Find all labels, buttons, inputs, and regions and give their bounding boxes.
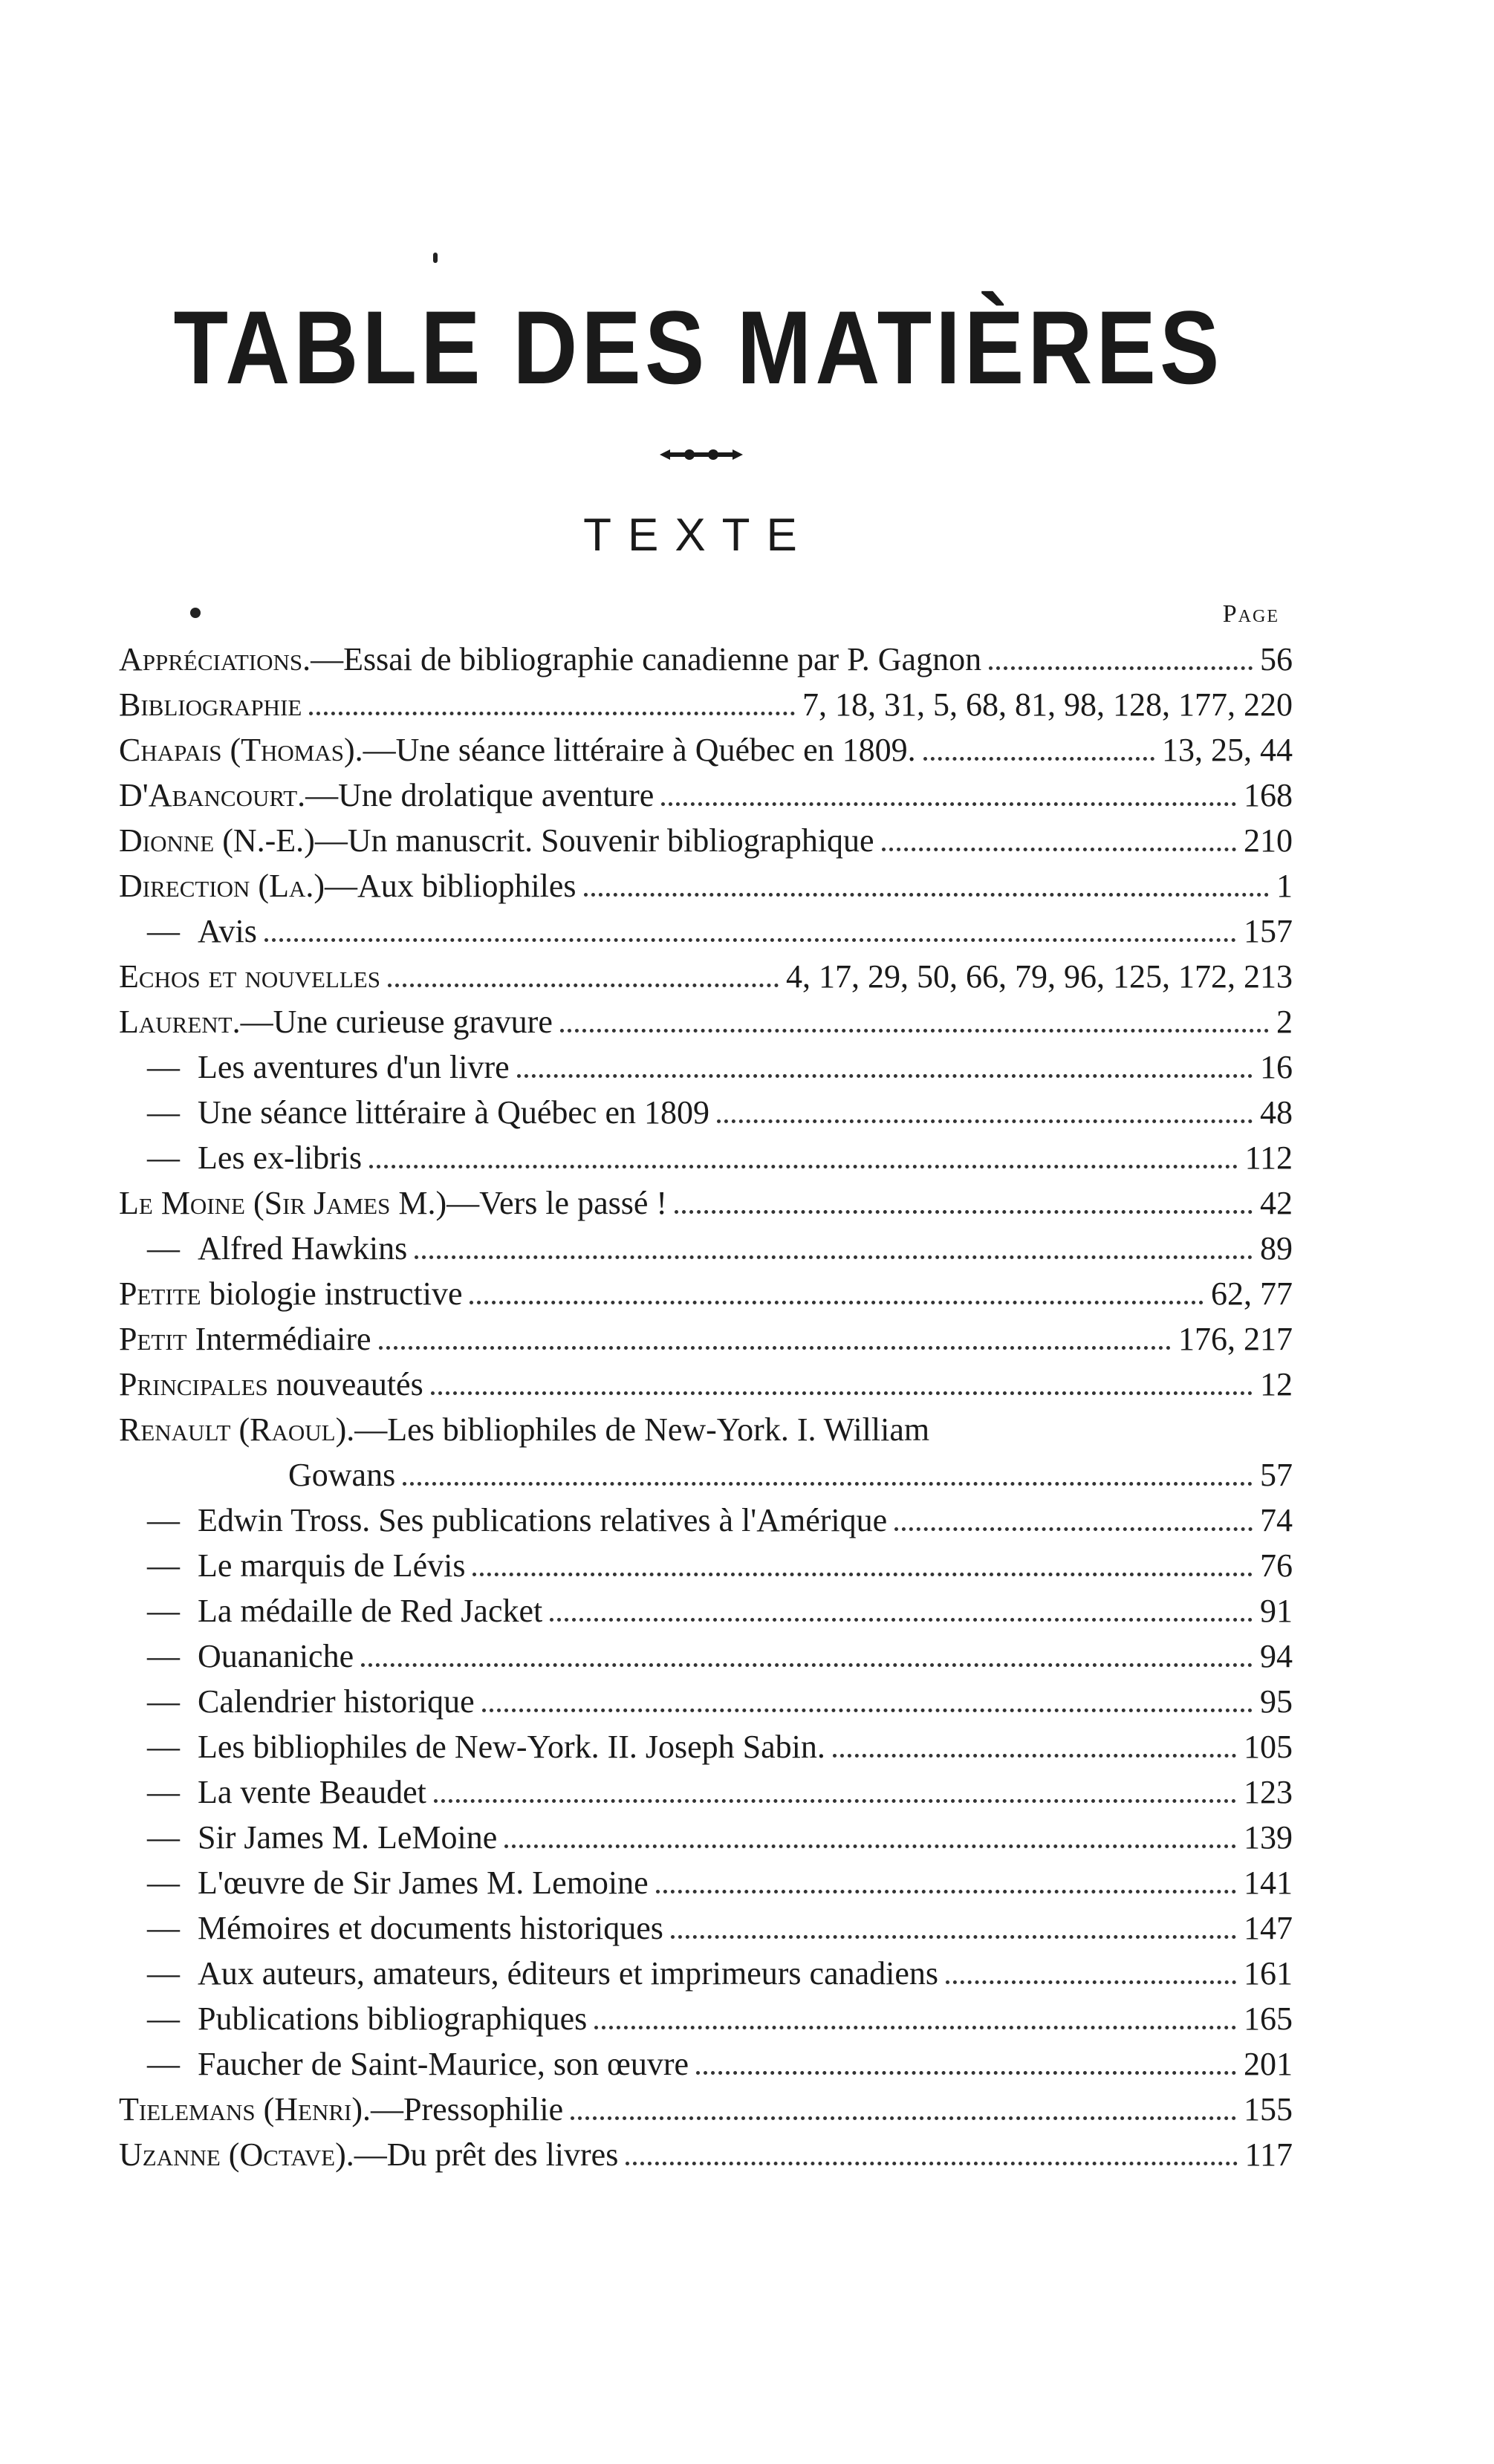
entry-heading: Uzanne (Octave) bbox=[119, 2136, 346, 2173]
entry-dash: — bbox=[147, 2046, 180, 2082]
entry-label bbox=[119, 1728, 825, 1766]
entry-title: Publications bibliographiques bbox=[198, 2000, 588, 2037]
entry-page-numbers: 16 bbox=[1260, 1049, 1293, 1085]
entry-page-numbers: 42 bbox=[1260, 1185, 1293, 1221]
dot-leader bbox=[594, 2026, 1236, 2029]
entry-page-numbers: 141 bbox=[1244, 1865, 1293, 1901]
entry-heading: Dionne (N.-E.) bbox=[119, 822, 315, 859]
dot-leader bbox=[833, 1754, 1236, 1758]
toc-entry bbox=[119, 1411, 1293, 1456]
entry-dash: — bbox=[147, 1910, 180, 1946]
ink-mark bbox=[433, 253, 438, 263]
entry-label bbox=[119, 1320, 371, 1358]
entry-page-numbers: 7, 18, 31, 5, 68, 81, 98, 128, 177, 220 bbox=[802, 686, 1293, 723]
dot-leader bbox=[696, 2071, 1236, 2075]
entry-heading: Principales bbox=[119, 1366, 268, 1402]
dot-leader bbox=[894, 1527, 1253, 1531]
toc-entry bbox=[119, 1547, 1293, 1592]
entry-label bbox=[119, 867, 577, 905]
dot-leader bbox=[403, 1482, 1253, 1486]
entry-label bbox=[119, 1547, 465, 1584]
entry-page-numbers: 161 bbox=[1244, 1955, 1293, 1992]
ornament-divider bbox=[657, 447, 746, 462]
entry-heading: Echos et nouvelles bbox=[119, 958, 380, 995]
toc-entry bbox=[119, 1093, 1293, 1139]
entry-title: .—Une séance littéraire à Québec en 1809. bbox=[354, 732, 916, 768]
toc-entry bbox=[119, 912, 1293, 958]
dot-leader bbox=[379, 1346, 1171, 1350]
entry-dash: — bbox=[147, 1774, 180, 1810]
entry-dash: — bbox=[147, 1230, 180, 1267]
dot-leader bbox=[431, 1391, 1253, 1395]
entry-title: Faucher de Saint-Maurice, son œuvre bbox=[198, 2046, 689, 2082]
entry-title: —Vers le passé ! bbox=[446, 1185, 668, 1221]
bullet-mark bbox=[190, 608, 201, 618]
entry-title: .—Essai de bibliographie canadienne par P. Gagnon bbox=[302, 641, 982, 677]
entry-page-numbers: 13, 25, 44 bbox=[1162, 732, 1293, 768]
entry-title: La médaille de Red Jacket bbox=[198, 1593, 543, 1629]
entry-label bbox=[119, 1864, 649, 1902]
entry-title: L'œuvre de Sir James M. Lemoine bbox=[198, 1865, 649, 1901]
entry-page-numbers: 112 bbox=[1244, 1140, 1293, 1176]
entry-dash: — bbox=[147, 1593, 180, 1629]
table-of-contents bbox=[119, 640, 1293, 2181]
toc-entry bbox=[119, 1365, 1293, 1411]
toc-entry bbox=[119, 1501, 1293, 1547]
toc-entry bbox=[119, 1818, 1293, 1864]
entry-page-numbers: 157 bbox=[1244, 913, 1293, 949]
entry-label bbox=[119, 1365, 423, 1403]
dot-leader bbox=[264, 938, 1236, 942]
entry-page-numbers: 76 bbox=[1260, 1547, 1293, 1584]
entry-label bbox=[119, 731, 916, 769]
entry-dash: — bbox=[147, 2000, 180, 2037]
dot-leader bbox=[656, 1890, 1236, 1893]
toc-entry bbox=[119, 776, 1293, 822]
toc-entry bbox=[119, 1184, 1293, 1229]
dot-leader bbox=[946, 1980, 1236, 1984]
dot-leader bbox=[560, 1029, 1269, 1033]
dot-leader bbox=[671, 1935, 1236, 1939]
entry-label bbox=[119, 1909, 663, 1947]
entry-page-numbers: 94 bbox=[1260, 1638, 1293, 1674]
entry-dash: — bbox=[147, 1094, 180, 1131]
toc-entry bbox=[119, 1637, 1293, 1683]
entry-page-numbers: 1 bbox=[1276, 868, 1293, 904]
entry-dash: — bbox=[147, 1729, 180, 1765]
dot-leader bbox=[571, 2116, 1236, 2120]
toc-entry bbox=[119, 1773, 1293, 1818]
entry-label bbox=[119, 2090, 563, 2128]
entry-title: Gowans bbox=[288, 1457, 396, 1493]
toc-entry bbox=[119, 640, 1293, 686]
entry-heading: Petite bbox=[119, 1275, 201, 1312]
dot-leader bbox=[989, 666, 1253, 670]
entry-heading: Chapais (Thomas) bbox=[119, 732, 355, 768]
entry-title: Les ex-libris bbox=[198, 1140, 363, 1176]
dot-leader bbox=[882, 848, 1236, 851]
dot-leader bbox=[584, 893, 1269, 897]
entry-label bbox=[119, 1229, 407, 1267]
dot-leader bbox=[470, 1301, 1204, 1304]
entry-page-numbers: 123 bbox=[1244, 1774, 1293, 1810]
entry-label bbox=[119, 1003, 553, 1041]
entry-label bbox=[119, 1773, 426, 1811]
entry-title: Les aventures d'un livre bbox=[198, 1049, 510, 1085]
toc-entry bbox=[119, 1864, 1293, 1909]
entry-title: Une séance littéraire à Québec en 1809 bbox=[198, 1094, 709, 1131]
toc-entry bbox=[119, 867, 1293, 912]
entry-title: Mémoires et documents historiques bbox=[198, 1910, 663, 1946]
entry-label bbox=[119, 2136, 618, 2174]
entry-page-numbers: 56 bbox=[1260, 641, 1293, 677]
entry-page-numbers: 176, 217 bbox=[1178, 1321, 1293, 1357]
entry-label bbox=[119, 2000, 587, 2038]
dot-leader bbox=[675, 1210, 1253, 1214]
toc-entry bbox=[119, 1003, 1293, 1048]
toc-entry bbox=[119, 1229, 1293, 1275]
entry-label bbox=[119, 1501, 887, 1539]
toc-entry bbox=[119, 1683, 1293, 1728]
entry-title: .—Du prêt des livres bbox=[345, 2136, 619, 2173]
dot-leader bbox=[415, 1255, 1253, 1259]
entry-title: —Un manuscrit. Souvenir bibliographique bbox=[314, 822, 874, 859]
toc-entry bbox=[119, 731, 1293, 776]
dot-leader bbox=[923, 757, 1154, 761]
toc-entry bbox=[119, 958, 1293, 1003]
entry-label bbox=[119, 1637, 354, 1675]
entry-title: La vente Beaudet bbox=[198, 1774, 426, 1810]
entry-title: Avis bbox=[198, 913, 257, 949]
entry-title: Sir James M. LeMoine bbox=[198, 1819, 498, 1856]
entry-label bbox=[119, 1184, 667, 1222]
entry-title: Aux auteurs, amateurs, éditeurs et imprimeurs canadiens bbox=[198, 1955, 939, 1992]
entry-page-numbers: 147 bbox=[1244, 1910, 1293, 1946]
entry-title: biologie instructive bbox=[201, 1275, 463, 1312]
entry-page-numbers: 2 bbox=[1276, 1004, 1293, 1040]
entry-label bbox=[119, 640, 981, 678]
dot-leader bbox=[517, 1074, 1253, 1078]
toc-entry bbox=[119, 1456, 1293, 1501]
entry-heading: D'Abancourt bbox=[119, 777, 298, 813]
entry-title: .—Pressophilie bbox=[363, 2091, 564, 2127]
dot-leader bbox=[369, 1165, 1237, 1168]
entry-label bbox=[119, 1818, 497, 1856]
entry-label bbox=[119, 1048, 510, 1086]
entry-label bbox=[119, 686, 302, 724]
toc-entry bbox=[119, 1954, 1293, 2000]
toc-entry bbox=[119, 822, 1293, 867]
dot-leader bbox=[550, 1618, 1253, 1622]
entry-label bbox=[119, 1954, 938, 1992]
dot-leader bbox=[472, 1573, 1253, 1576]
entry-heading: Direction (La.) bbox=[119, 868, 325, 904]
entry-page-numbers: 48 bbox=[1260, 1094, 1293, 1131]
entry-page-numbers: 89 bbox=[1260, 1230, 1293, 1267]
entry-heading: Le Moine (Sir James M.) bbox=[119, 1185, 447, 1221]
toc-entry bbox=[119, 1048, 1293, 1093]
entry-label bbox=[119, 912, 257, 950]
entry-title: .—Une drolatique aventure bbox=[297, 777, 655, 813]
entry-page-numbers: 117 bbox=[1244, 2136, 1293, 2173]
entry-heading: Petit bbox=[119, 1321, 187, 1357]
toc-entry bbox=[119, 2045, 1293, 2090]
toc-entry bbox=[119, 2090, 1293, 2136]
entry-heading: Bibliographie bbox=[119, 686, 302, 723]
entry-page-numbers: 74 bbox=[1260, 1502, 1293, 1538]
entry-page-numbers: 139 bbox=[1244, 1819, 1293, 1856]
entry-page-numbers: 201 bbox=[1244, 2046, 1293, 2082]
entry-page-numbers: 155 bbox=[1244, 2091, 1293, 2127]
entry-dash: — bbox=[147, 1140, 180, 1176]
toc-entry bbox=[119, 2136, 1293, 2181]
entry-title: Alfred Hawkins bbox=[198, 1230, 408, 1267]
entry-title: Les bibliophiles de New-York. II. Joseph Sabin. bbox=[198, 1729, 825, 1765]
entry-title: Intermédiaire bbox=[186, 1321, 371, 1357]
entry-page-numbers: 210 bbox=[1244, 822, 1293, 859]
dot-leader bbox=[482, 1709, 1253, 1712]
entry-label bbox=[119, 1456, 395, 1494]
entry-heading: Tielemans (Henri) bbox=[119, 2091, 363, 2127]
entry-dash: — bbox=[147, 1819, 180, 1856]
entry-dash: — bbox=[147, 1955, 180, 1992]
dot-leader bbox=[626, 2162, 1237, 2165]
entry-page-numbers: 4, 17, 29, 50, 66, 79, 96, 125, 172, 213 bbox=[786, 958, 1293, 995]
entry-title: Edwin Tross. Ses publications relatives à l'Amérique bbox=[198, 1502, 888, 1538]
entry-title: nouveautés bbox=[267, 1366, 423, 1402]
entry-page-numbers: 62, 77 bbox=[1211, 1275, 1293, 1312]
dot-leader bbox=[309, 712, 795, 715]
entry-label bbox=[119, 2045, 689, 2083]
entry-label bbox=[119, 958, 380, 995]
entry-title: .—Une curieuse gravure bbox=[232, 1004, 553, 1040]
entry-page-numbers: 165 bbox=[1244, 2000, 1293, 2037]
toc-entry bbox=[119, 1320, 1293, 1365]
entry-label bbox=[119, 1093, 709, 1131]
dot-leader bbox=[717, 1119, 1253, 1123]
toc-entry bbox=[119, 686, 1293, 731]
entry-title: .—Les bibliophiles de New-York. I. William bbox=[346, 1411, 930, 1448]
entry-title: Ouananiche bbox=[198, 1638, 354, 1674]
toc-entry bbox=[119, 1909, 1293, 1954]
entry-label bbox=[119, 776, 654, 814]
page-column-header: Page bbox=[1222, 600, 1279, 628]
section-title: TEXTE bbox=[583, 510, 813, 561]
toc-entry bbox=[119, 1275, 1293, 1320]
toc-entry bbox=[119, 1139, 1293, 1184]
entry-page-numbers: 91 bbox=[1260, 1593, 1293, 1629]
toc-entry bbox=[119, 1728, 1293, 1773]
entry-label bbox=[119, 822, 874, 859]
entry-label bbox=[119, 1275, 462, 1313]
entry-heading: Laurent bbox=[119, 1004, 233, 1040]
dot-leader bbox=[388, 984, 779, 987]
dot-leader bbox=[434, 1799, 1236, 1803]
entry-dash: — bbox=[147, 1865, 180, 1901]
entry-label bbox=[119, 1592, 542, 1630]
entry-page-numbers: 95 bbox=[1260, 1683, 1293, 1720]
entry-dash: — bbox=[147, 1502, 180, 1538]
entry-label bbox=[119, 1683, 475, 1720]
entry-title: —Aux bibliophiles bbox=[325, 868, 577, 904]
entry-title: Le marquis de Lévis bbox=[198, 1547, 466, 1584]
entry-label bbox=[119, 1411, 929, 1449]
entry-label bbox=[119, 1139, 362, 1177]
entry-dash: — bbox=[147, 1049, 180, 1085]
entry-heading: Appréciations bbox=[119, 641, 303, 677]
entry-page-numbers: 57 bbox=[1260, 1457, 1293, 1493]
page-title: TABLE DES MATIÈRES bbox=[173, 289, 1224, 406]
dot-leader bbox=[504, 1844, 1236, 1848]
toc-entry bbox=[119, 2000, 1293, 2045]
entry-title: Calendrier historique bbox=[198, 1683, 475, 1720]
dot-leader bbox=[361, 1663, 1253, 1667]
entry-dash: — bbox=[147, 1547, 180, 1584]
entry-page-numbers: 12 bbox=[1260, 1366, 1293, 1402]
entry-dash: — bbox=[147, 1683, 180, 1720]
entry-page-numbers: 105 bbox=[1244, 1729, 1293, 1765]
entry-page-numbers: 168 bbox=[1244, 777, 1293, 813]
toc-entry bbox=[119, 1592, 1293, 1637]
entry-dash: — bbox=[147, 1638, 180, 1674]
entry-heading: Renault (Raoul) bbox=[119, 1411, 347, 1448]
entry-dash: — bbox=[147, 913, 180, 949]
dot-leader bbox=[661, 802, 1236, 806]
